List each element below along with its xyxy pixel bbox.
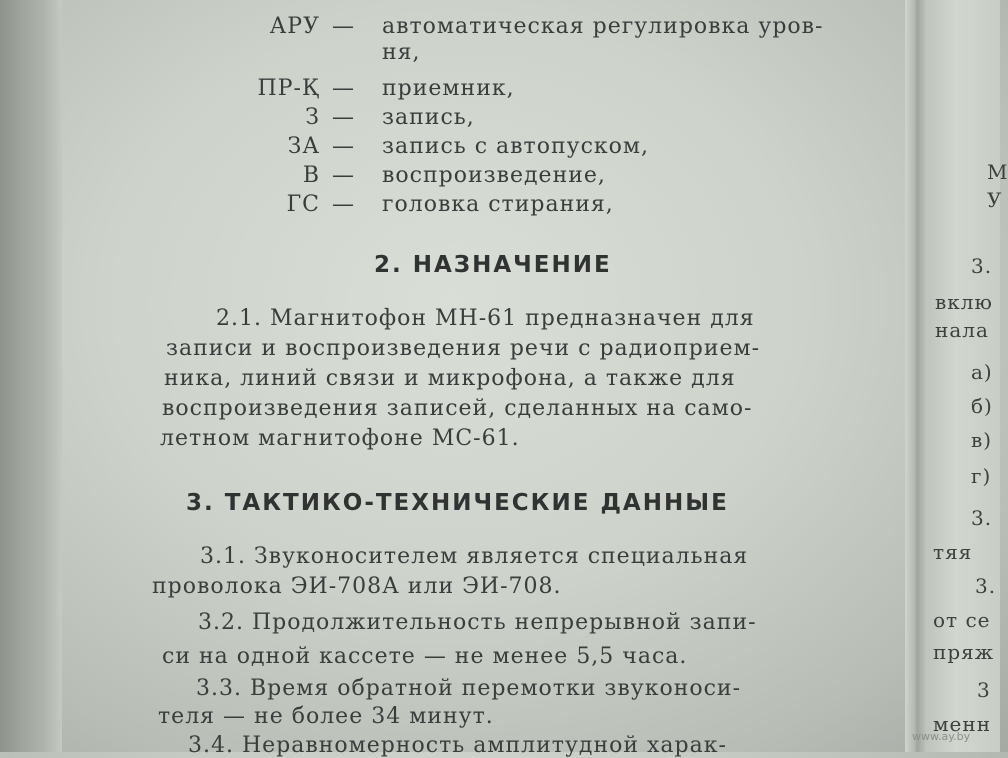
abbreviation-key: ГС [286, 192, 320, 217]
watermark-text: www.ay.by [912, 730, 971, 743]
paragraph-line: воспроизведения записей, сделанных на само- [162, 396, 753, 421]
paragraph-line: ника, линий связи и микрофона, а также для [164, 366, 736, 391]
right-page-fragment: нала [935, 318, 989, 342]
right-facing-page [927, 0, 1008, 752]
abbreviation-text: воспроизведение, [382, 163, 606, 188]
paragraph-line: летном магнитофоне МС-61. [160, 426, 520, 451]
abbreviation-text: запись, [382, 105, 475, 130]
right-page-fragment: 3. [971, 506, 993, 530]
paragraph-line: 3.3. Время обратной перемотки звуконоси- [196, 676, 742, 701]
paragraph-line: 3.2. Продолжительность непрерывной запи- [198, 610, 757, 635]
right-page-fragment: вклю [935, 290, 993, 314]
abbreviation-key: В [302, 163, 320, 188]
right-page-fragment: б) [971, 394, 993, 418]
abbreviation-dash: — [332, 192, 355, 217]
abbreviation-text: головка стирания, [382, 192, 614, 217]
right-page-fragment: от се [933, 608, 991, 632]
right-page-fragment: 3. [971, 254, 993, 278]
right-page-fragment: а) [971, 360, 993, 384]
paragraph-line: проволока ЭИ-708А или ЭИ-708. [152, 574, 562, 599]
abbreviation-dash: — [332, 163, 355, 188]
paragraph-line: 2.1. Магнитофон МН-61 предназначен для [216, 306, 755, 331]
right-page-fragment: 3 [977, 678, 991, 702]
abbreviation-dash: — [332, 14, 355, 39]
abbreviation-text: приемник, [382, 76, 515, 101]
abbreviation-dash: — [332, 134, 355, 159]
right-page-fragment: менн [933, 712, 992, 736]
right-page-fragment: г) [971, 464, 992, 488]
abbreviation-text: ня, [382, 40, 421, 65]
paragraph-line: си на одной кассете — не менее 5,5 часа. [162, 644, 688, 669]
section-3-heading: 3. ТАКТИКО-ТЕХНИЧЕСКИЕ ДАННЫЕ [186, 490, 729, 516]
abbreviation-key: АРУ [269, 14, 320, 39]
abbreviation-text: запись с автопуском, [382, 134, 649, 159]
right-page-fragment: У [987, 188, 1003, 212]
abbreviation-dash: — [332, 105, 355, 130]
right-page-fragment: 3. [975, 574, 997, 598]
paragraph-line: теля — не более 34 минут. [158, 704, 494, 729]
right-page-fragment: в) [971, 428, 993, 452]
right-page-fragment: М [987, 160, 1008, 184]
abbreviation-key: З [305, 105, 320, 130]
paragraph-line: записи и воспроизведения речи с радиоприем- [166, 336, 761, 361]
book-gutter [905, 0, 927, 752]
paragraph-line: 3.4. Неравномерность амплитудной харак- [188, 733, 727, 758]
left-page-edge [0, 0, 62, 752]
right-page-fragment: тяя [933, 540, 973, 564]
paragraph-line: 3.1. Звуконосителем является специальная [200, 544, 749, 569]
abbreviation-key: ЗА [287, 134, 320, 159]
abbreviation-text: автоматическая регулировка уров- [382, 14, 824, 39]
abbreviation-key: ПР-Қ [257, 76, 320, 101]
abbreviation-dash: — [332, 76, 355, 101]
right-page-fragment: пряж [933, 640, 995, 664]
section-2-heading: 2. НАЗНАЧЕНИЕ [374, 252, 612, 278]
